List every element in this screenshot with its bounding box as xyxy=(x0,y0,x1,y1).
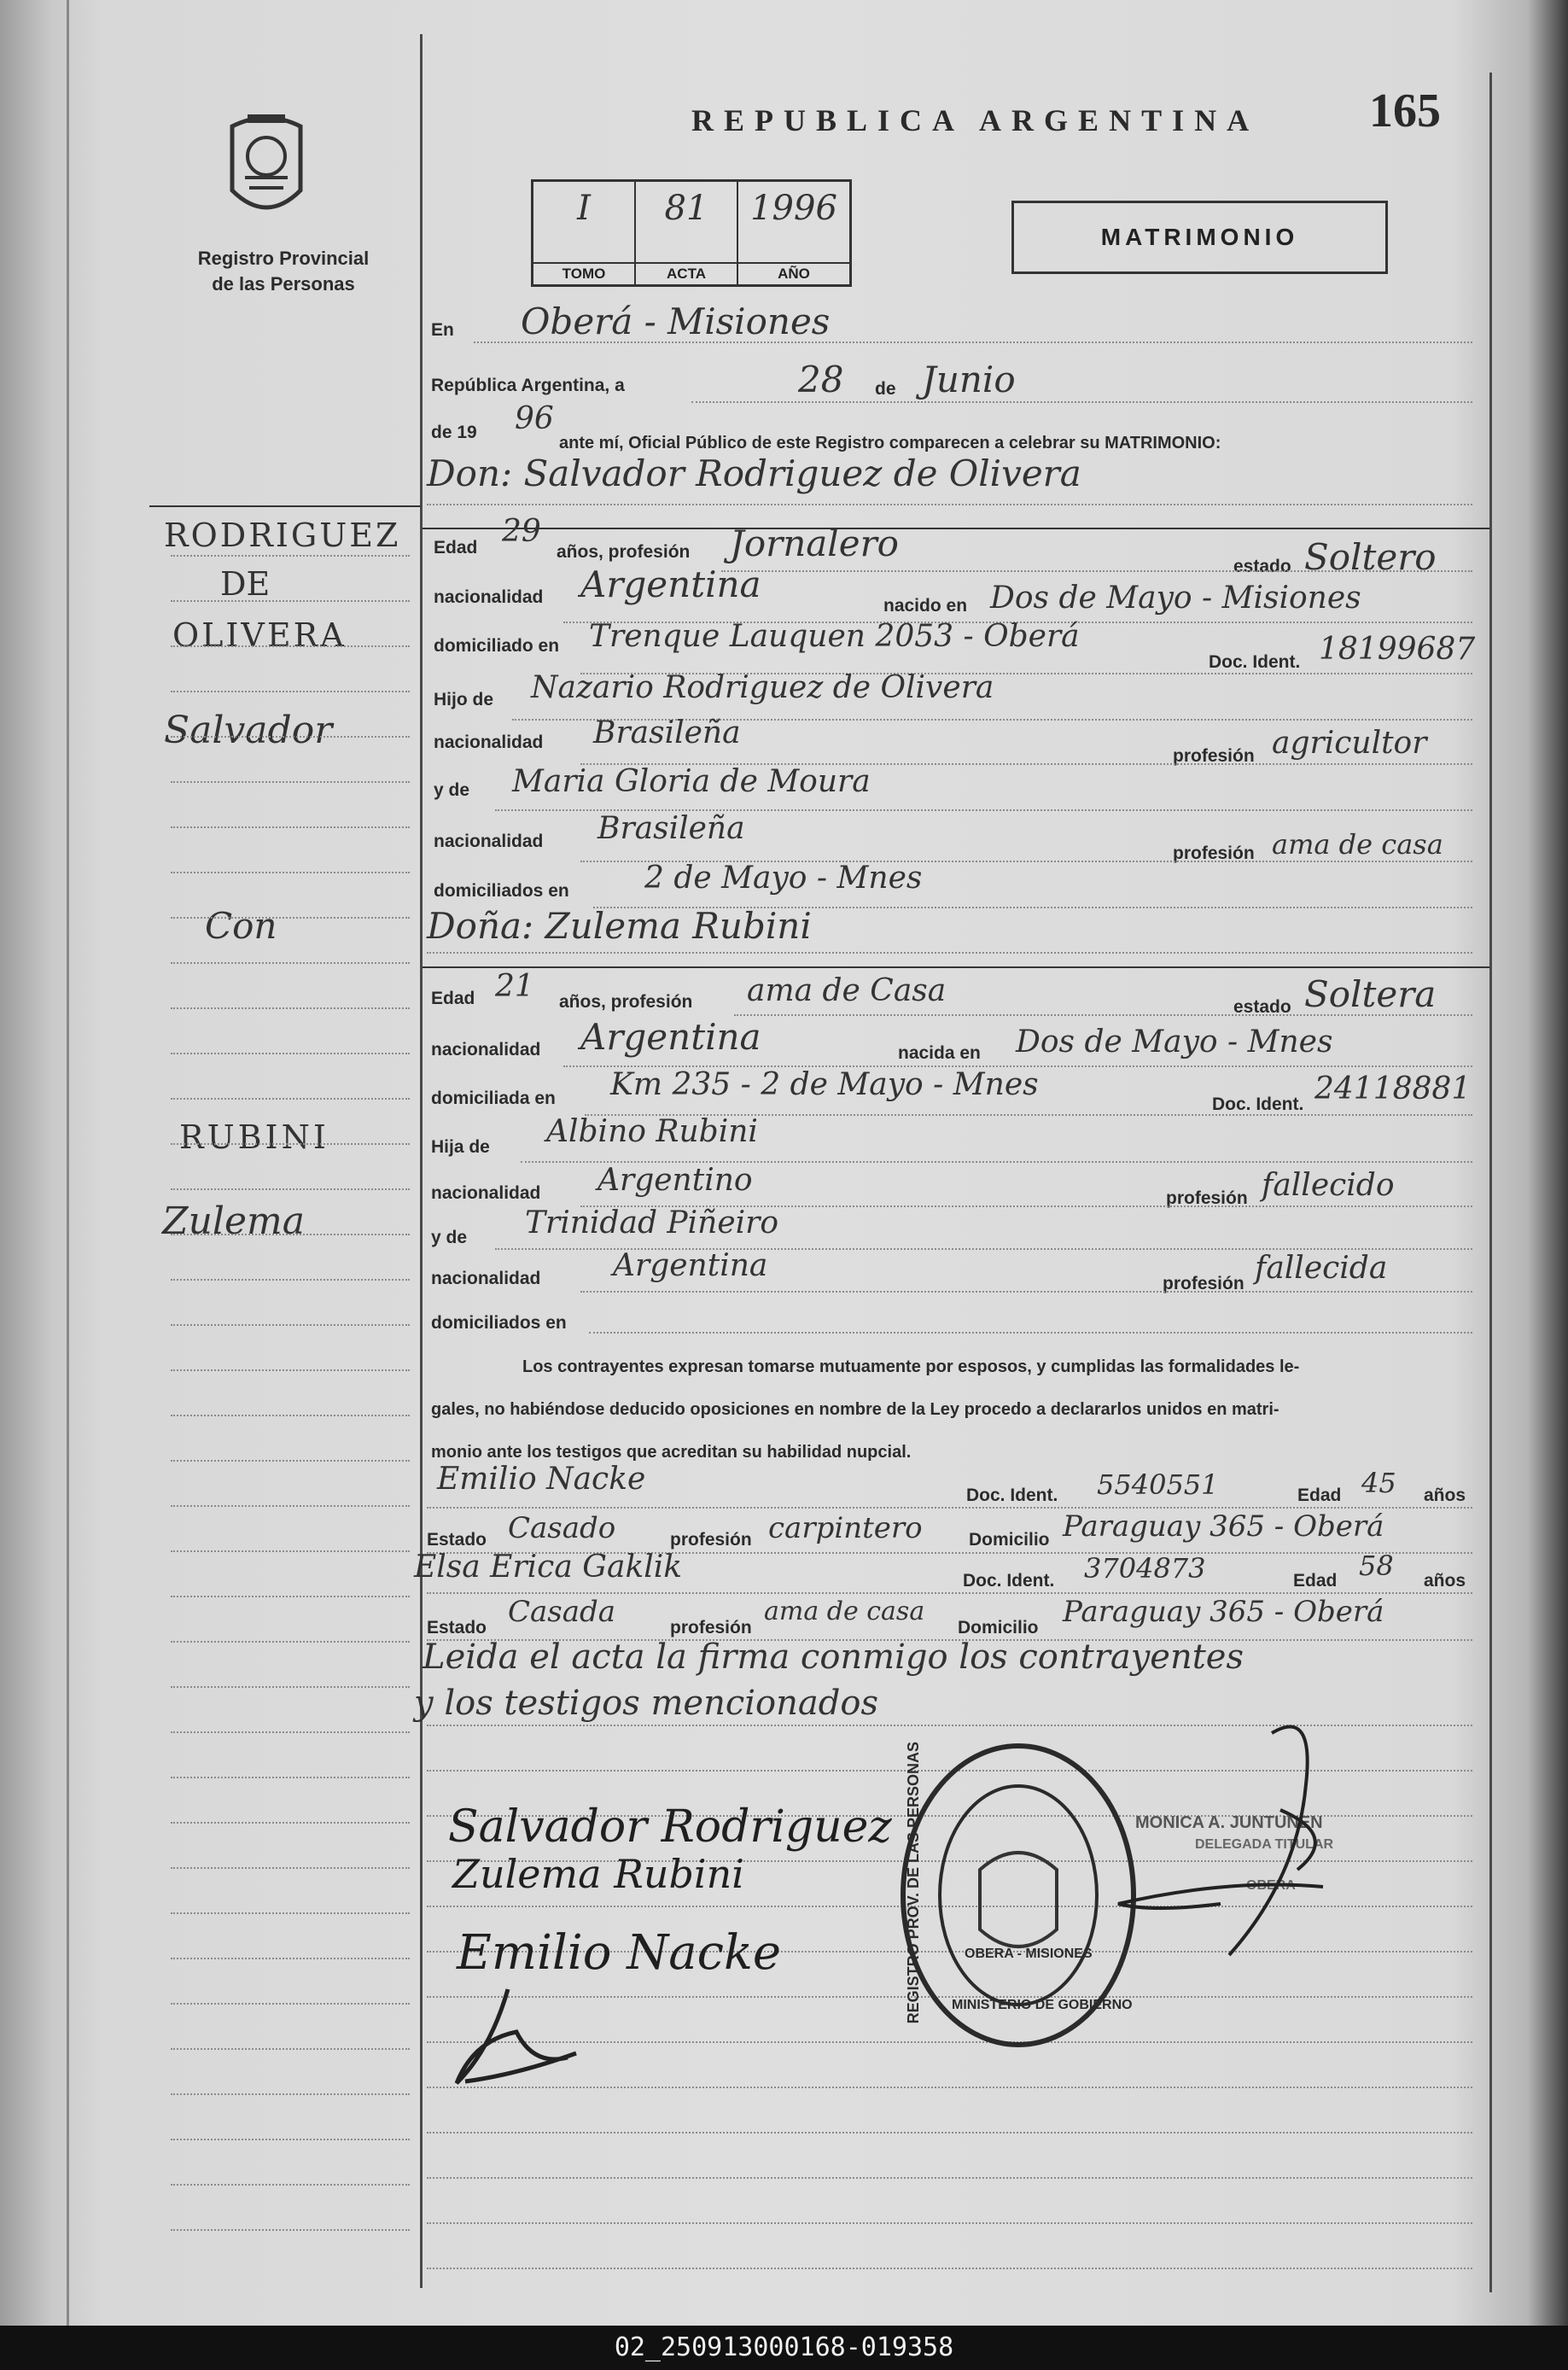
margin-ruled-line xyxy=(171,645,410,647)
official-name: MONICA A. JUNTUNEN xyxy=(1135,1813,1323,1832)
margin-ruled-line xyxy=(171,1731,410,1733)
page-number: 165 xyxy=(1369,85,1441,137)
margin-ruled-line xyxy=(171,2003,410,2005)
margin-ruled-line xyxy=(171,1641,410,1643)
margin-ruled-line xyxy=(171,872,410,873)
signature-groom: Salvador Rodriguez xyxy=(448,1801,892,1853)
margin-ruled-line xyxy=(171,1415,410,1416)
margin-groom-name: Salvador xyxy=(164,709,333,752)
bride-name-line xyxy=(427,952,1472,954)
bride-nacida-label: nacida en xyxy=(898,1043,981,1063)
witness2-anios: años xyxy=(1424,1571,1466,1591)
left-page-edge xyxy=(67,0,69,2326)
witness2-prof: ama de casa xyxy=(764,1597,925,1626)
groom-padre-prof-label: profesión xyxy=(1173,746,1255,766)
signature-witness2-mark xyxy=(440,1981,593,2100)
bride-madre-prof: fallecida xyxy=(1255,1251,1388,1286)
margin-divider xyxy=(420,34,423,2288)
groom-doc: 18199687 xyxy=(1319,632,1476,667)
witness1-estado-label: Estado xyxy=(427,1530,487,1550)
bride-madre-label: y de xyxy=(431,1228,468,1247)
witness2-doc: 3704873 xyxy=(1084,1552,1206,1585)
margin-ruled-line xyxy=(171,1369,410,1371)
declaration-line3: monio ante los testigos que acreditan su habilidad nupcial. xyxy=(431,1443,912,1462)
witness2-edad-label: Edad xyxy=(1293,1571,1338,1591)
groom-padres-dom: 2 de Mayo - Mnes xyxy=(644,861,923,896)
margin-ruled-line xyxy=(171,2093,410,2095)
bride-padre-label: Hija de xyxy=(431,1137,490,1157)
bride-line7 xyxy=(580,1291,1472,1293)
bride-doc: 24118881 xyxy=(1314,1071,1472,1106)
bride-padre-prof: fallecido xyxy=(1262,1168,1395,1203)
ruled-line xyxy=(427,2132,1472,2134)
witness2-dom-label: Domicilio xyxy=(958,1618,1039,1637)
bride-estado: Soltera xyxy=(1304,973,1437,1015)
margin-ruled-line xyxy=(171,1234,410,1235)
witness1-dom: Paraguay 365 - Oberá xyxy=(1063,1509,1384,1544)
margin-ruled-line xyxy=(171,1912,410,1914)
bride-estado-label: estado xyxy=(1233,997,1291,1017)
groom-padres-dom-label: domiciliados en xyxy=(434,881,569,901)
witness2-doc-label: Doc. Ident. xyxy=(963,1571,1055,1591)
act-type-label: MATRIMONIO xyxy=(1100,224,1299,250)
margin-groom-surname1: RODRIGUEZ xyxy=(164,517,401,554)
margin-ruled-line xyxy=(171,1505,410,1507)
month-value: Junio xyxy=(922,359,1016,400)
witness2-name: Elsa Erica Gaklik xyxy=(414,1550,683,1585)
margin-ruled-line xyxy=(171,555,410,557)
margin-ruled-line xyxy=(171,1279,410,1281)
official-line1: DELEGADA TITULAR xyxy=(1195,1837,1334,1852)
bride-padre-nac: Argentino xyxy=(597,1163,753,1198)
margin-ruled-line xyxy=(171,1777,410,1778)
bride-padres-dom-label: domiciliados en xyxy=(431,1313,567,1333)
margin-ruled-line xyxy=(171,1053,410,1054)
margin-ruled-line xyxy=(171,962,410,964)
margin-ruled-line xyxy=(171,826,410,828)
declaration-line1: Los contrayentes expresan tomarse mutuamente por esposos, y cumplidas las formalidades le- xyxy=(522,1357,1300,1376)
margin-ruled-line xyxy=(171,2229,410,2231)
republica-label: República Argentina, a xyxy=(431,376,625,395)
groom-profesion: Jornalero xyxy=(730,522,899,564)
place-line xyxy=(474,341,1472,343)
witness2-dom: Paraguay 365 - Oberá xyxy=(1063,1595,1384,1629)
groom-domicilio: Trenque Lauquen 2053 - Oberá xyxy=(589,619,1080,654)
witness1-prof-label: profesión xyxy=(670,1530,752,1550)
groom-nacido-label: nacido en xyxy=(883,596,968,616)
bride-doc-label: Doc. Ident. xyxy=(1212,1095,1304,1114)
groom-dom-label: domiciliado en xyxy=(434,636,560,656)
margin-bride-name: Zulema xyxy=(162,1200,305,1243)
tomo-cell xyxy=(533,182,636,284)
margin-ruled-line xyxy=(171,917,410,919)
acta-value: 81 xyxy=(664,189,708,228)
groom-line1 xyxy=(721,570,1472,572)
groom-edad: 29 xyxy=(502,514,541,549)
margin-ruled-line xyxy=(171,1867,410,1869)
witness1-name: Emilio Nacke xyxy=(437,1462,646,1497)
groom-section-rule xyxy=(423,528,1489,529)
groom-name-line xyxy=(427,504,1472,505)
margin-ruled-line xyxy=(171,1550,410,1552)
bride-title-name: Doña: Zulema Rubini xyxy=(427,905,812,947)
margin-ruled-line xyxy=(171,1143,410,1145)
anio-value: 1996 xyxy=(750,189,837,228)
groom-nac-label: nacionalidad xyxy=(434,587,544,607)
witness1-doc-label: Doc. Ident. xyxy=(966,1486,1058,1505)
bride-madre-nac-label: nacionalidad xyxy=(431,1269,541,1288)
date-line xyxy=(691,401,1472,403)
signature-bride: Zulema Rubini xyxy=(452,1851,744,1897)
bride-domicilio: Km 235 - 2 de Mayo - Mnes xyxy=(610,1067,1039,1102)
country-title: REPUBLICA ARGENTINA xyxy=(691,103,1260,137)
groom-madre-prof-label: profesión xyxy=(1173,844,1255,863)
anio-cell xyxy=(738,182,849,284)
groom-padre: Nazario Rodriguez de Olivera xyxy=(531,670,994,705)
groom-edad-label: Edad xyxy=(434,538,478,557)
groom-madre-nac: Brasileña xyxy=(597,811,745,846)
groom-madre-label: y de xyxy=(434,780,470,800)
bride-section-rule xyxy=(423,966,1489,968)
ruled-line xyxy=(427,2222,1472,2224)
bride-line8 xyxy=(589,1332,1472,1334)
margin-ruled-line xyxy=(171,736,410,738)
matrimonio-box xyxy=(1011,201,1388,274)
stamp-inner-text: OBERA - MISIONES xyxy=(965,1947,1093,1961)
margin-bride-surname: RUBINI xyxy=(179,1118,329,1156)
groom-title-name: Don: Salvador Rodriguez de Olivera xyxy=(427,452,1081,494)
bride-edad: 21 xyxy=(495,969,534,1004)
groom-padre-nac-label: nacionalidad xyxy=(434,733,544,752)
stamp-outer-text: REGISTRO PROV. DE LAS PERSONAS xyxy=(905,1742,922,2024)
bride-madre-prof-label: profesión xyxy=(1163,1274,1244,1293)
witness2-estado: Casada xyxy=(508,1595,616,1629)
witness1-dom-label: Domicilio xyxy=(969,1530,1050,1550)
bride-nacionalidad: Argentina xyxy=(580,1016,761,1058)
signature-witness1: Emilio Nacke xyxy=(457,1925,782,1981)
closing-line2: y los testigos mencionados xyxy=(414,1684,878,1723)
margin-ruled-line xyxy=(171,1822,410,1824)
margin-ruled-line xyxy=(171,1098,410,1100)
groom-profesion-label: años, profesión xyxy=(557,542,691,562)
bride-padre-prof-label: profesión xyxy=(1166,1188,1248,1208)
groom-estado: Soltero xyxy=(1304,536,1437,578)
groom-padre-prof: agricultor xyxy=(1272,726,1427,761)
ruled-line xyxy=(427,2177,1472,2179)
bride-edad-label: Edad xyxy=(431,989,475,1008)
year-prefix: de 19 xyxy=(431,423,477,442)
groom-nacionalidad: Argentina xyxy=(580,563,761,605)
bride-padre-nac-label: nacionalidad xyxy=(431,1183,541,1203)
year-suffix: 96 xyxy=(515,401,554,436)
bride-nacida-en: Dos de Mayo - Mnes xyxy=(1016,1024,1333,1059)
margin-ruled-line xyxy=(171,1686,410,1688)
witness1-prof: carpintero xyxy=(768,1511,923,1545)
groom-nacido-en: Dos de Mayo - Misiones xyxy=(990,581,1361,616)
bride-profesion: ama de Casa xyxy=(747,973,947,1008)
bride-line1 xyxy=(734,1014,1472,1016)
en-label: En xyxy=(431,320,454,340)
groom-padre-label: Hijo de xyxy=(434,690,494,709)
margin-ruled-line xyxy=(171,1460,410,1462)
margin-ruled-line xyxy=(171,1958,410,1959)
tomo-acta-anio-box xyxy=(531,179,852,287)
witness2-edad: 58 xyxy=(1359,1550,1394,1582)
margin-ruled-line xyxy=(171,781,410,783)
witness1-doc: 5540551 xyxy=(1097,1468,1219,1501)
bride-padre: Albino Rubini xyxy=(546,1114,758,1149)
registry-name-line1: Registro Provincial xyxy=(197,248,370,269)
registry-name-line2: de las Personas xyxy=(212,273,355,295)
de-label: de xyxy=(875,379,896,399)
witness2-prof-label: profesión xyxy=(670,1618,752,1637)
witness2-line1 xyxy=(427,1592,1472,1594)
margin-ruled-line xyxy=(171,691,410,692)
bride-profesion-label: años, profesión xyxy=(559,992,693,1012)
intro-statement: ante mí, Oficial Público de este Registro comparecen a celebrar su MATRIMONIO: xyxy=(559,434,1221,452)
provincial-shield-emblem xyxy=(224,109,309,229)
bride-madre-nac: Argentina xyxy=(613,1248,768,1283)
groom-padre-nac: Brasileña xyxy=(593,715,741,750)
groom-doc-label: Doc. Ident. xyxy=(1209,652,1301,672)
witness1-anios: años xyxy=(1424,1486,1466,1505)
acta-label: ACTA xyxy=(636,262,737,284)
bride-madre: Trinidad Piñeiro xyxy=(525,1205,779,1240)
tomo-value: I xyxy=(577,189,591,228)
scan-filename: 02_250913000168-019358 xyxy=(0,2326,1568,2370)
anio-label: AÑO xyxy=(738,262,849,284)
margin-ruled-line xyxy=(171,1324,410,1326)
official-signature xyxy=(1101,1707,1357,1972)
stamp-bottom-text: MINISTERIO DE GOBIERNO xyxy=(952,1998,1133,2012)
place-value: Oberá - Misiones xyxy=(521,301,831,342)
margin-ruled-line xyxy=(171,600,410,602)
witness1-estado: Casado xyxy=(508,1511,616,1545)
closing-line1: Leida el acta la firma conmigo los contrayentes xyxy=(423,1637,1244,1677)
groom-madre: Maria Gloria de Moura xyxy=(512,764,871,799)
margin-groom-surname3: OLIVERA xyxy=(172,616,347,654)
margin-top-rule xyxy=(149,505,421,507)
margin-ruled-line xyxy=(171,1596,410,1597)
groom-estado-label: estado xyxy=(1233,557,1291,576)
day-value: 28 xyxy=(798,359,844,400)
official-line2: OBERA xyxy=(1246,1878,1296,1893)
margin-ruled-line xyxy=(171,2184,410,2186)
groom-madre-prof: ama de casa xyxy=(1272,828,1443,861)
witness1-line1 xyxy=(427,1507,1472,1509)
declaration-line2: gales, no habiéndose deducido oposiciones en nombre de la Ley procedo a declararlos unidos en matri- xyxy=(431,1400,1279,1419)
margin-ruled-line xyxy=(171,1188,410,1190)
bride-nac-label: nacionalidad xyxy=(431,1040,541,1059)
acta-cell xyxy=(636,182,738,284)
margin-con: Con xyxy=(205,905,277,947)
right-border xyxy=(1489,73,1492,2292)
ruled-line xyxy=(427,2268,1472,2269)
tomo-label: TOMO xyxy=(533,262,634,284)
margin-ruled-line xyxy=(171,1007,410,1009)
margin-ruled-line xyxy=(171,2048,410,2050)
witness1-edad: 45 xyxy=(1361,1467,1396,1499)
witness1-edad-label: Edad xyxy=(1297,1486,1342,1505)
groom-madre-nac-label: nacionalidad xyxy=(434,832,544,851)
witness2-estado-label: Estado xyxy=(427,1618,487,1637)
bride-dom-label: domiciliada en xyxy=(431,1089,556,1108)
margin-ruled-line xyxy=(171,2139,410,2140)
margin-groom-surname2: DE xyxy=(220,565,271,603)
